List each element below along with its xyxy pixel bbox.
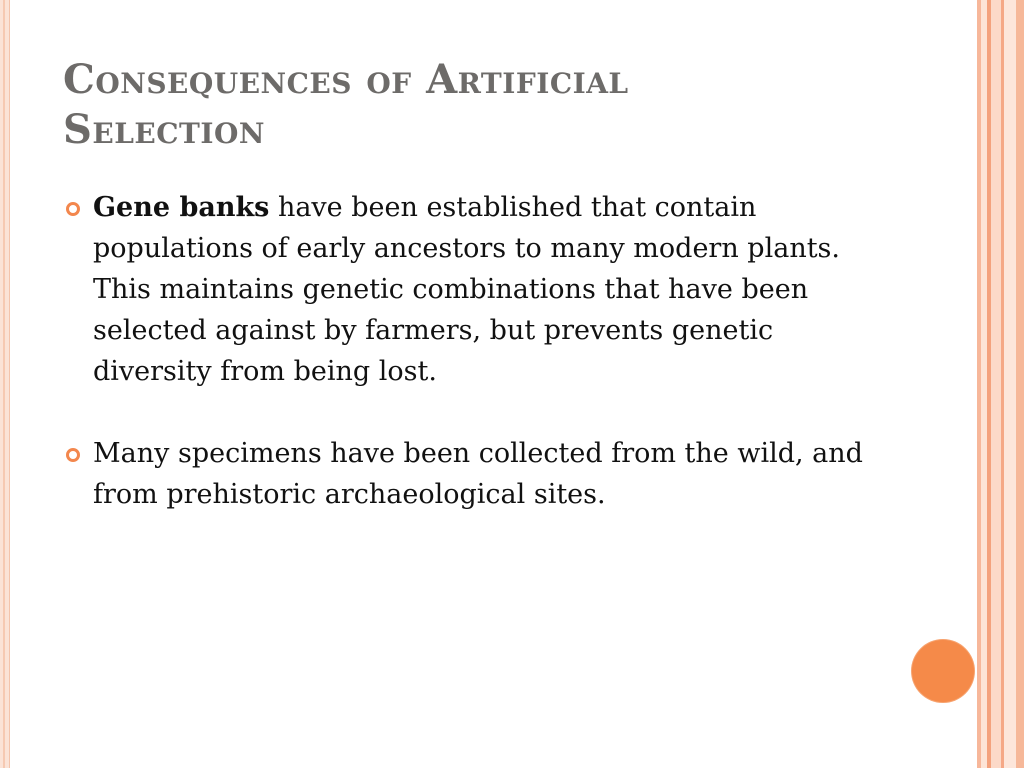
right-border-stripe [991,0,1001,768]
bullet-text [93,192,840,387]
slide-title-line: Selection [63,106,265,153]
bullet-item [64,187,884,392]
bullet-text [93,438,863,510]
hollow-circle-bullet-icon [66,448,80,462]
slide-title [63,55,863,155]
hollow-circle-bullet-icon [66,202,80,216]
right-border-stripe [1004,0,1016,768]
orange-circle-icon [912,640,974,702]
bullet-item [64,433,884,515]
bullet-body-text: Many specimens have been collected from the wild, and from prehistoric archaeological sites. [93,438,863,510]
bullet-bold-text: Gene banks [93,192,270,223]
left-edge-line [3,0,5,768]
bullet-body-text: have been established that contain populations of early ancestors to many modern plants. This maintains genetic combinations that have been selected against by farmers, but prevents genetic diversity from being lost. [93,192,840,387]
right-border-stripe [1016,0,1024,768]
bullet-list [64,187,884,515]
slide-title-line: Consequences of Artificial [63,56,629,103]
left-edge-border [0,0,10,768]
